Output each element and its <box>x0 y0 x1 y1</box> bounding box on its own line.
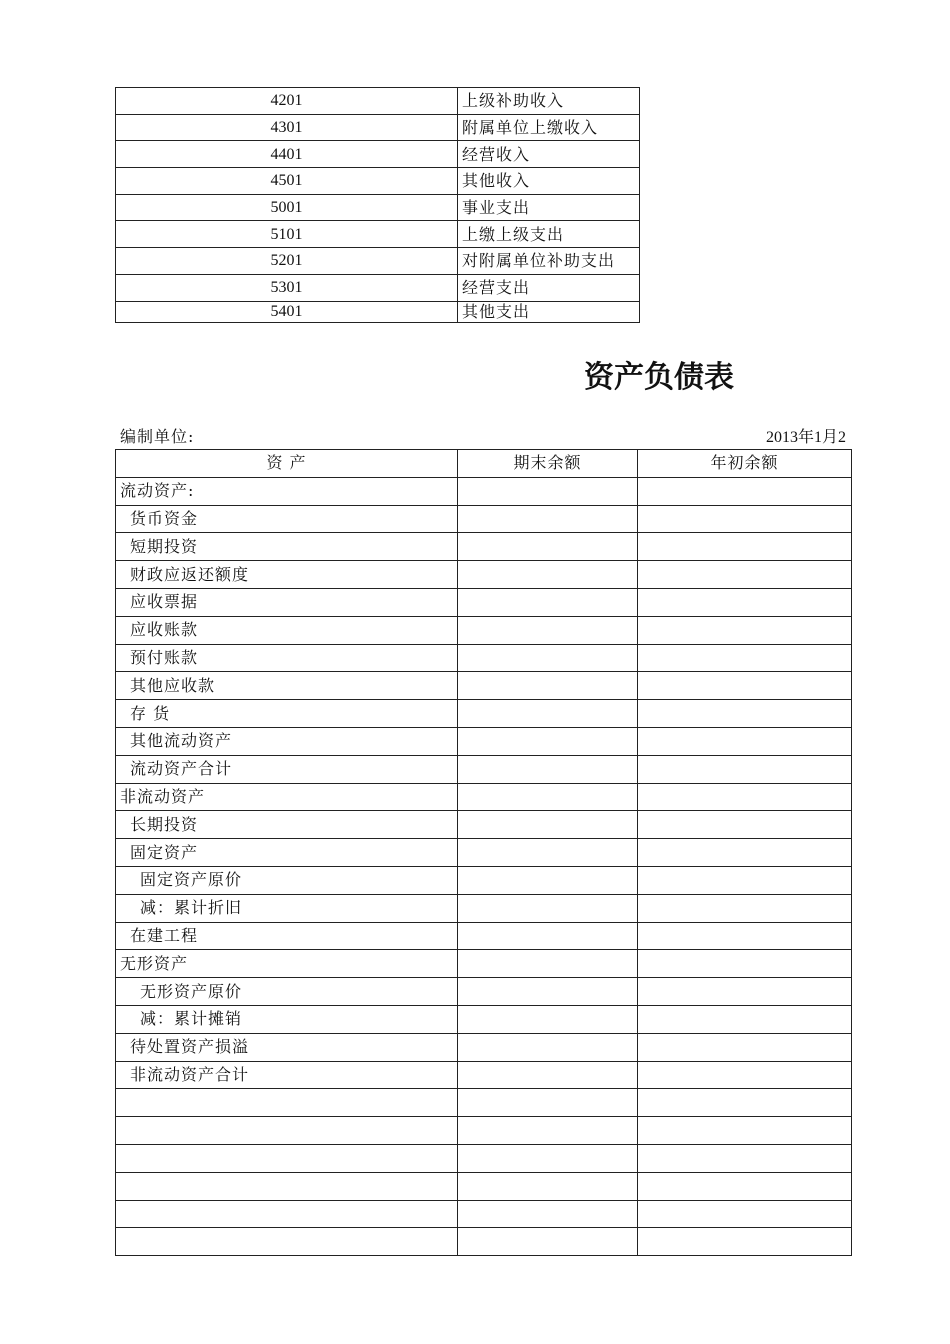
asset-item-cell: 固定资产原价 <box>116 866 458 894</box>
closing-balance-cell[interactable] <box>458 811 638 839</box>
closing-balance-cell[interactable] <box>458 477 638 505</box>
closing-balance-cell[interactable] <box>458 1033 638 1061</box>
asset-item-cell <box>116 1117 458 1145</box>
table-row <box>116 561 852 589</box>
closing-balance-cell[interactable] <box>458 755 638 783</box>
table-row <box>116 301 640 322</box>
balance-sheet-table <box>115 449 852 1256</box>
asset-item-cell: 在建工程 <box>116 922 458 950</box>
opening-balance-cell[interactable] <box>638 1172 852 1200</box>
table-row <box>116 274 640 301</box>
asset-item-cell: 货币资金 <box>116 505 458 533</box>
asset-item-cell: 无形资产原价 <box>116 978 458 1006</box>
opening-balance-cell[interactable] <box>638 755 852 783</box>
opening-balance-cell[interactable] <box>638 561 852 589</box>
balance-sheet-body <box>116 450 852 1256</box>
closing-balance-cell[interactable] <box>458 727 638 755</box>
closing-balance-cell[interactable] <box>458 561 638 589</box>
table-row <box>116 950 852 978</box>
page-title: 资产负债表 <box>584 360 734 395</box>
asset-item-cell: 应收账款 <box>116 616 458 644</box>
asset-item-cell <box>116 1228 458 1256</box>
account-name-cell: 其他收入 <box>458 168 640 195</box>
asset-item-cell: 其他流动资产 <box>116 727 458 755</box>
opening-balance-cell[interactable] <box>638 783 852 811</box>
closing-balance-cell[interactable] <box>458 866 638 894</box>
closing-balance-cell[interactable] <box>458 1228 638 1256</box>
table-row <box>116 168 640 195</box>
asset-item-cell: 固定资产 <box>116 839 458 867</box>
table-row <box>116 114 640 141</box>
table-row <box>116 1200 852 1228</box>
table-row <box>116 616 852 644</box>
table-row <box>116 477 852 505</box>
opening-balance-cell[interactable] <box>638 866 852 894</box>
closing-balance-cell[interactable] <box>458 783 638 811</box>
account-name-cell: 上级补助收入 <box>458 88 640 115</box>
opening-balance-cell[interactable] <box>638 727 852 755</box>
asset-item-cell: 财政应返还额度 <box>116 561 458 589</box>
closing-balance-cell[interactable] <box>458 950 638 978</box>
table-row <box>116 644 852 672</box>
opening-balance-cell[interactable] <box>638 950 852 978</box>
table-row <box>116 588 852 616</box>
asset-item-cell <box>116 1200 458 1228</box>
asset-item-cell: 存 货 <box>116 700 458 728</box>
asset-item-cell: 流动资产: <box>116 477 458 505</box>
table-row <box>116 811 852 839</box>
account-code-cell: 5101 <box>116 221 458 248</box>
table-row <box>116 1117 852 1145</box>
opening-balance-cell[interactable] <box>638 811 852 839</box>
closing-balance-cell[interactable] <box>458 1200 638 1228</box>
opening-balance-cell[interactable] <box>638 839 852 867</box>
closing-balance-cell[interactable] <box>458 978 638 1006</box>
table-row <box>116 248 640 275</box>
account-code-cell: 4301 <box>116 114 458 141</box>
opening-balance-cell[interactable] <box>638 1033 852 1061</box>
opening-balance-cell[interactable] <box>638 477 852 505</box>
unit-label: 编制单位: <box>120 427 195 446</box>
asset-item-cell: 减：累计摊销 <box>116 1005 458 1033</box>
account-name-cell: 其他支出 <box>458 301 640 322</box>
asset-item-cell: 长期投资 <box>116 811 458 839</box>
asset-item-cell <box>116 1144 458 1172</box>
table-row <box>116 894 852 922</box>
asset-item-cell: 短期投资 <box>116 533 458 561</box>
account-code-cell: 5301 <box>116 274 458 301</box>
opening-balance-cell[interactable] <box>638 616 852 644</box>
table-row <box>116 1005 852 1033</box>
closing-balance-cell[interactable] <box>458 922 638 950</box>
opening-balance-cell[interactable] <box>638 700 852 728</box>
closing-balance-cell[interactable] <box>458 1172 638 1200</box>
closing-balance-cell[interactable] <box>458 505 638 533</box>
table-row <box>116 755 852 783</box>
opening-balance-cell[interactable] <box>638 894 852 922</box>
account-name-cell: 经营收入 <box>458 141 640 168</box>
asset-item-cell <box>116 1089 458 1117</box>
opening-balance-cell[interactable] <box>638 1061 852 1089</box>
opening-balance-cell[interactable] <box>638 1005 852 1033</box>
asset-item-cell: 非流动资产合计 <box>116 1061 458 1089</box>
table-row <box>116 1089 852 1117</box>
opening-balance-cell[interactable] <box>638 1228 852 1256</box>
closing-balance-cell[interactable] <box>458 1144 638 1172</box>
date-label: 2013年1月2 <box>766 429 847 446</box>
account-code-cell: 4201 <box>116 88 458 115</box>
account-code-cell: 5401 <box>116 301 458 322</box>
opening-balance-cell[interactable] <box>638 533 852 561</box>
closing-balance-cell[interactable] <box>458 616 638 644</box>
opening-balance-cell[interactable] <box>638 672 852 700</box>
header-closing-balance: 期末余额 <box>458 450 638 478</box>
account-code-cell: 4401 <box>116 141 458 168</box>
asset-item-cell: 减：累计折旧 <box>116 894 458 922</box>
header-opening-balance: 年初余额 <box>638 450 852 478</box>
table-row <box>116 783 852 811</box>
closing-balance-cell[interactable] <box>458 672 638 700</box>
table-row <box>116 700 852 728</box>
table-row <box>116 1228 852 1256</box>
closing-balance-cell[interactable] <box>458 894 638 922</box>
closing-balance-cell[interactable] <box>458 700 638 728</box>
asset-item-cell: 流动资产合计 <box>116 755 458 783</box>
opening-balance-cell[interactable] <box>638 505 852 533</box>
account-name-cell: 上缴上级支出 <box>458 221 640 248</box>
account-code-body <box>116 88 640 323</box>
closing-balance-cell[interactable] <box>458 1117 638 1145</box>
account-name-cell: 附属单位上缴收入 <box>458 114 640 141</box>
table-row <box>116 505 852 533</box>
asset-item-cell: 待处置资产损溢 <box>116 1033 458 1061</box>
table-row <box>116 1033 852 1061</box>
table-row <box>116 672 852 700</box>
account-name-cell: 经营支出 <box>458 274 640 301</box>
opening-balance-cell[interactable] <box>638 1144 852 1172</box>
table-row <box>116 978 852 1006</box>
opening-balance-cell[interactable] <box>638 644 852 672</box>
asset-item-cell: 应收票据 <box>116 588 458 616</box>
table-row <box>116 1061 852 1089</box>
table-row <box>116 194 640 221</box>
closing-balance-cell[interactable] <box>458 1089 638 1117</box>
asset-item-cell <box>116 1172 458 1200</box>
opening-balance-cell[interactable] <box>638 588 852 616</box>
closing-balance-cell[interactable] <box>458 588 638 616</box>
asset-item-cell: 其他应收款 <box>116 672 458 700</box>
header-assets: 资 产 <box>116 450 458 478</box>
closing-balance-cell[interactable] <box>458 1005 638 1033</box>
account-code-cell: 5201 <box>116 248 458 275</box>
asset-item-cell: 无形资产 <box>116 950 458 978</box>
table-row <box>116 727 852 755</box>
table-row <box>116 839 852 867</box>
table-row <box>116 141 640 168</box>
opening-balance-cell[interactable] <box>638 978 852 1006</box>
account-code-cell: 5001 <box>116 194 458 221</box>
table-row <box>116 88 640 115</box>
account-code-cell: 4501 <box>116 168 458 195</box>
table-row <box>116 221 640 248</box>
table-row <box>116 922 852 950</box>
account-name-cell: 对附属单位补助支出 <box>458 248 640 275</box>
table-row <box>116 1144 852 1172</box>
opening-balance-cell[interactable] <box>638 922 852 950</box>
table-row <box>116 1172 852 1200</box>
asset-item-cell: 预付账款 <box>116 644 458 672</box>
closing-balance-cell[interactable] <box>458 533 638 561</box>
opening-balance-cell[interactable] <box>638 1117 852 1145</box>
opening-balance-cell[interactable] <box>638 1089 852 1117</box>
account-code-table <box>115 87 640 323</box>
table-row <box>116 533 852 561</box>
account-name-cell: 事业支出 <box>458 194 640 221</box>
asset-item-cell: 非流动资产 <box>116 783 458 811</box>
closing-balance-cell[interactable] <box>458 839 638 867</box>
closing-balance-cell[interactable] <box>458 1061 638 1089</box>
opening-balance-cell[interactable] <box>638 1200 852 1228</box>
table-row <box>116 866 852 894</box>
table-header-row <box>116 450 852 478</box>
closing-balance-cell[interactable] <box>458 644 638 672</box>
